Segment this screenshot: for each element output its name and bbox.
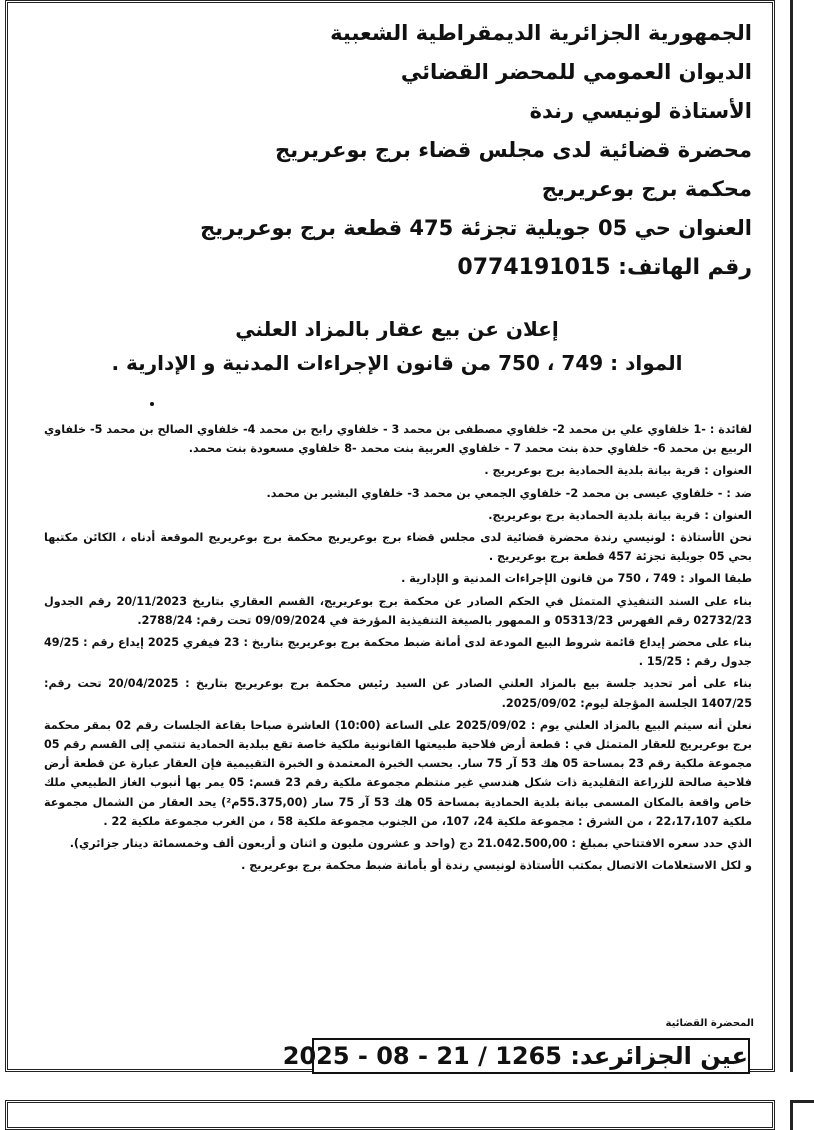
court-name: محكمة برج بوعريريج xyxy=(541,177,752,201)
next-notice-frame xyxy=(5,1100,775,1130)
office-header xyxy=(192,14,752,287)
office-phone: رقم الهاتف: 0774191015 xyxy=(457,255,752,280)
notice-title xyxy=(40,312,754,380)
conditions-deposit: بناء على محضر إيداع قائمة شروط البيع المودعة لدى أمانة ضبط محكمة برج بوعريريج بتاريخ : 23 فيفري 2025 إيداع رقم : 49/25 جدول رقم : 15/25 . xyxy=(44,636,752,669)
signature: المحضرة القضائية xyxy=(665,1018,754,1029)
notice-articles: المواد : 749 ، 750 من قانون الإجراءات المدنية و الإدارية . xyxy=(111,351,683,375)
bailiff-statement: نحن الأستاذة : لونيسي رندة محضرة قضائية لدى مجلس قضاء برج بوعريريج محكمة برج بوعريريج الموقعة أدناه ، الكائن مكتبها بحي 05 جويلية تجزئة 457 قطعة برج بوعريريج . xyxy=(44,531,752,564)
adjacent-column-edge xyxy=(790,0,814,1072)
opening-price: الذي حدد سعره الافتتاحي بمبلغ : 21.042.500,00 دج (واحد و عشرون مليون و اثنان و أربعون ألف وخمسمائة دينار جزائري). xyxy=(69,837,752,851)
notice-main-title: إعلان عن بيع عقار بالمزاد العلني xyxy=(235,317,559,341)
next-column-edge xyxy=(790,1100,814,1130)
contact-info: و لكل الاستعلامات الاتصال بمكتب الأستاذة لونيسي رندة أو بأمانة ضبط محكمة برج بوعريريج . xyxy=(241,859,752,873)
office-name: الديوان العمومي للمحضر القضائي xyxy=(400,60,752,84)
bailiff-name: الأستاذة لونيسي رندة xyxy=(529,99,752,123)
notice-body xyxy=(44,420,752,878)
defendants-paragraph: ضد : - خلفاوي عيسى بن محمد 2- خلفاوي الجمعي بن محمد 3- خلفاوي البشير بن محمد. xyxy=(266,486,752,500)
publication-stamp: عين الجزائرعد: 1265 / 21 - 08 - 2025 xyxy=(312,1038,750,1074)
bailiff-title: محضرة قضائية لدى مجلس قضاء برج بوعريريج xyxy=(275,138,752,162)
ink-dot xyxy=(150,402,154,406)
sale-details: نعلن أنه سيتم البيع بالمزاد العلني يوم : 2025/09/02 على الساعة (10:00) العاشرة صباحا بقاعة الجلسات رقم 02 بمقر محكمة برج بوعريريج للعقار المتمثل في : قطعة أرض فلاحية طبيعتها القانونية ملكية خاصة تقع ببلدية الحمادية تنتمي إلى القسم رقم 05 مجموعة ملكية رقم 23 بمساحة 05 هك 53 آر 75 سار. بحسب الخبرة المعتمدة و الخبرة التقييمية فإن العقار عبارة عن قطعة أرض فلاحية صالحة للزراعة التقليدية ذات شكل هندسي غير منتظم مجموعة ملكية رقم 23 قسم: 05 يمر بها أنبوب الغاز الطبيعي ملك خاص واقعة بالمكان المسمى بيانة بلدية الحمادية بمساحة 05 هك 53 آر 75 سار (55.375,00م²) يحد العقار من الشمال مجموعة ملكية 22،17،107 ، من الشرق : مجموعة ملكية 24، 107، من الجنوب مجموعة ملكية 58 ، من الغرب مجموعة ملكية 22 . xyxy=(44,718,753,828)
office-address: العنوان حي 05 جويلية تجزئة 475 قطعة برج بوعريريج xyxy=(200,216,752,240)
session-order: بناء على أمر تحديد جلسة بيع بالمزاد العلني الصادر عن السيد رئيس محكمة برج بوعريريج بتاريخ : 20/04/2025 تحت رقم: 1407/25 الجلسة المؤجلة ليوم: 2025/09/02. xyxy=(44,677,752,710)
defendants-address: العنوان : قرية بيانة بلدية الحمادية برج بوعريريج. xyxy=(488,508,752,522)
legal-basis: طبقا المواد : 749 ، 750 من قانون الإجراءات المدنية و الإدارية . xyxy=(401,572,752,586)
beneficiaries-address: العنوان : قرية بيانة بلدية الحمادية برج بوعريريج . xyxy=(484,464,752,478)
beneficiaries-paragraph: لفائدة : -1 خلفاوي علي بن محمد 2- خلفاوي مصطفى بن محمد 3 - خلفاوي رابح بن محمد 4- خلفاوي الصالح بن محمد 5- خلفاوي الربيع بن محمد 6- خلفاوي حدة بنت محمد 7 - خلفاوي العربية بنت محمد -8 خلفاوي مسعودة بنت محمد. xyxy=(44,423,752,456)
enforcement-title: بناء على السند التنفيذي المتمثل في الحكم الصادر عن محكمة برج بوعريريج، القسم العقاري بتاريخ 20/11/2023 رقم الجدول 02732/23 رقم الفهرس 05313/23 و الممهور بالصيغة التنفيذية المؤرخة في 09/09/2024 تحت رقم: 2788/24. xyxy=(44,594,752,627)
republic-name: الجمهورية الجزائرية الديمقراطية الشعبية xyxy=(330,21,752,45)
